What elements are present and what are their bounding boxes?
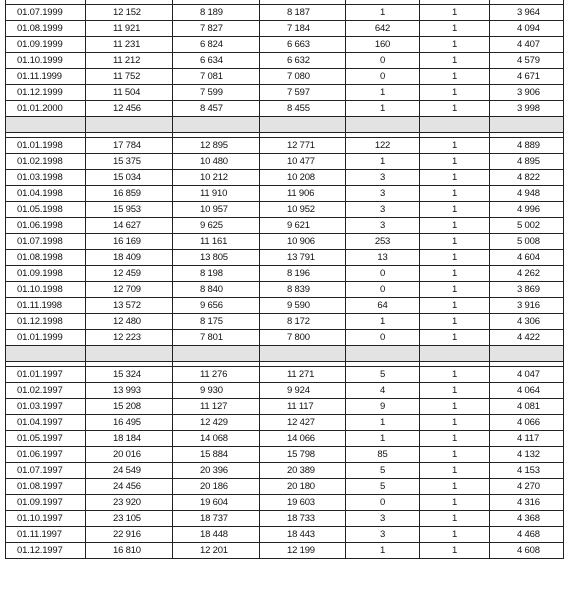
- separator-cell: [86, 117, 173, 133]
- value-cell: 9 625: [173, 218, 260, 234]
- value-cell: 0: [346, 53, 420, 69]
- value-cell: 12 201: [173, 543, 260, 559]
- value-cell: 253: [346, 234, 420, 250]
- value-cell: 20 016: [86, 447, 173, 463]
- value-cell: 20 180: [260, 479, 346, 495]
- date-cell: 01.09.1997: [6, 495, 86, 511]
- value-cell: 12 895: [173, 138, 260, 154]
- date-cell: 01.06.1997: [6, 447, 86, 463]
- value-cell: 0: [346, 69, 420, 85]
- value-cell: 8 457: [173, 101, 260, 117]
- value-cell: 7 081: [173, 69, 260, 85]
- separator-cell: [6, 117, 86, 133]
- value-cell: 4 671: [490, 69, 564, 85]
- table-row: [6, 69, 564, 85]
- value-cell: 4 468: [490, 527, 564, 543]
- value-cell: 1: [346, 101, 420, 117]
- date-cell: 01.11.1999: [6, 69, 86, 85]
- value-cell: 4 047: [490, 367, 564, 383]
- value-cell: 4 306: [490, 314, 564, 330]
- value-cell: 1: [420, 298, 490, 314]
- date-cell: 01.07.1997: [6, 463, 86, 479]
- value-cell: 5 008: [490, 234, 564, 250]
- value-cell: 9 656: [173, 298, 260, 314]
- value-cell: 16 810: [86, 543, 173, 559]
- value-cell: 1: [346, 5, 420, 21]
- value-cell: 4 316: [490, 495, 564, 511]
- value-cell: 642: [346, 21, 420, 37]
- date-cell: 01.02.1997: [6, 383, 86, 399]
- value-cell: 1: [420, 154, 490, 170]
- value-cell: 8 198: [173, 266, 260, 282]
- separator-cell: [6, 346, 86, 362]
- value-cell: 1: [420, 53, 490, 69]
- value-cell: 13 572: [86, 298, 173, 314]
- value-cell: 24 549: [86, 463, 173, 479]
- value-cell: 85: [346, 447, 420, 463]
- value-cell: 14 068: [173, 431, 260, 447]
- value-cell: 16 495: [86, 415, 173, 431]
- value-cell: 12 199: [260, 543, 346, 559]
- value-cell: 7 800: [260, 330, 346, 346]
- date-cell: 01.03.1997: [6, 399, 86, 415]
- table-row: [6, 399, 564, 415]
- value-cell: 4: [346, 383, 420, 399]
- value-cell: 1: [420, 202, 490, 218]
- table-row: [6, 138, 564, 154]
- value-cell: 6 824: [173, 37, 260, 53]
- value-cell: 13 805: [173, 250, 260, 266]
- value-cell: 11 161: [173, 234, 260, 250]
- date-cell: 01.01.2000: [6, 101, 86, 117]
- value-cell: 6 634: [173, 53, 260, 69]
- value-cell: 1: [420, 383, 490, 399]
- value-cell: 12 771: [260, 138, 346, 154]
- value-cell: 12 223: [86, 330, 173, 346]
- value-cell: 18 443: [260, 527, 346, 543]
- group-separator-row: [6, 117, 564, 133]
- value-cell: 9 590: [260, 298, 346, 314]
- value-cell: 5 002: [490, 218, 564, 234]
- value-cell: 1: [420, 314, 490, 330]
- value-cell: 15 034: [86, 170, 173, 186]
- value-cell: 4 153: [490, 463, 564, 479]
- value-cell: 4 132: [490, 447, 564, 463]
- value-cell: 12 427: [260, 415, 346, 431]
- value-cell: 10 957: [173, 202, 260, 218]
- value-cell: 4 889: [490, 138, 564, 154]
- table-row: [6, 234, 564, 250]
- value-cell: 1: [420, 69, 490, 85]
- value-cell: 6 663: [260, 37, 346, 53]
- table-row: [6, 330, 564, 346]
- value-cell: 4 368: [490, 511, 564, 527]
- value-cell: 1: [346, 85, 420, 101]
- table-row: [6, 431, 564, 447]
- date-cell: 01.08.1999: [6, 21, 86, 37]
- table-row: [6, 383, 564, 399]
- table-row: [6, 154, 564, 170]
- table-row: [6, 101, 564, 117]
- value-cell: 4 422: [490, 330, 564, 346]
- value-cell: 1: [420, 330, 490, 346]
- value-cell: 9 621: [260, 218, 346, 234]
- value-cell: 3 964: [490, 5, 564, 21]
- value-cell: 18 184: [86, 431, 173, 447]
- value-cell: 1: [420, 527, 490, 543]
- value-cell: 3 869: [490, 282, 564, 298]
- separator-cell: [490, 117, 564, 133]
- table-row: [6, 415, 564, 431]
- date-cell: 01.08.1997: [6, 479, 86, 495]
- value-cell: 8 187: [260, 5, 346, 21]
- table-row: [6, 511, 564, 527]
- table-row: [6, 37, 564, 53]
- value-cell: 4 895: [490, 154, 564, 170]
- value-cell: 7 827: [173, 21, 260, 37]
- value-cell: 1: [420, 218, 490, 234]
- separator-cell: [173, 117, 260, 133]
- value-cell: 19 603: [260, 495, 346, 511]
- value-cell: 9 930: [173, 383, 260, 399]
- value-cell: 1: [346, 543, 420, 559]
- value-cell: 20 389: [260, 463, 346, 479]
- value-cell: 15 324: [86, 367, 173, 383]
- table-row: [6, 495, 564, 511]
- value-cell: 12 456: [86, 101, 173, 117]
- separator-cell: [346, 117, 420, 133]
- date-cell: 01.02.1998: [6, 154, 86, 170]
- value-cell: 8 455: [260, 101, 346, 117]
- value-cell: 15 375: [86, 154, 173, 170]
- table-row: [6, 543, 564, 559]
- value-cell: 4 948: [490, 186, 564, 202]
- value-cell: 11 504: [86, 85, 173, 101]
- value-cell: 1: [420, 5, 490, 21]
- value-cell: 4 066: [490, 415, 564, 431]
- value-cell: 122: [346, 138, 420, 154]
- value-cell: 13: [346, 250, 420, 266]
- value-cell: 1: [420, 21, 490, 37]
- value-cell: 11 231: [86, 37, 173, 53]
- value-cell: 12 480: [86, 314, 173, 330]
- date-cell: 01.12.1997: [6, 543, 86, 559]
- value-cell: 64: [346, 298, 420, 314]
- value-cell: 1: [420, 37, 490, 53]
- value-cell: 3: [346, 527, 420, 543]
- value-cell: 6 632: [260, 53, 346, 69]
- value-cell: 3: [346, 511, 420, 527]
- separator-cell: [260, 117, 346, 133]
- value-cell: 7 599: [173, 85, 260, 101]
- value-cell: 11 117: [260, 399, 346, 415]
- date-cell: 01.04.1998: [6, 186, 86, 202]
- date-cell: 01.10.1998: [6, 282, 86, 298]
- value-cell: 1: [346, 431, 420, 447]
- value-cell: 23 920: [86, 495, 173, 511]
- value-cell: 16 169: [86, 234, 173, 250]
- value-cell: 4 579: [490, 53, 564, 69]
- date-cell: 01.08.1998: [6, 250, 86, 266]
- value-cell: 4 117: [490, 431, 564, 447]
- table-row: [6, 298, 564, 314]
- value-cell: 20 186: [173, 479, 260, 495]
- value-cell: 8 172: [260, 314, 346, 330]
- date-cell: 01.09.1999: [6, 37, 86, 53]
- table-row: [6, 53, 564, 69]
- value-cell: 3 998: [490, 101, 564, 117]
- value-cell: 10 952: [260, 202, 346, 218]
- value-cell: 11 212: [86, 53, 173, 69]
- value-cell: 3: [346, 186, 420, 202]
- separator-cell: [346, 346, 420, 362]
- value-cell: 7 801: [173, 330, 260, 346]
- value-cell: 5: [346, 479, 420, 495]
- value-cell: 18 737: [173, 511, 260, 527]
- date-cell: 01.11.1998: [6, 298, 86, 314]
- value-cell: 0: [346, 266, 420, 282]
- value-cell: 11 921: [86, 21, 173, 37]
- table-row: [6, 282, 564, 298]
- value-cell: 0: [346, 495, 420, 511]
- value-cell: 9 924: [260, 383, 346, 399]
- table-row: [6, 21, 564, 37]
- value-cell: 18 448: [173, 527, 260, 543]
- value-cell: 1: [420, 415, 490, 431]
- value-cell: 10 212: [173, 170, 260, 186]
- value-cell: 14 627: [86, 218, 173, 234]
- date-cell: 01.03.1998: [6, 170, 86, 186]
- value-cell: 12 152: [86, 5, 173, 21]
- date-cell: 01.01.1997: [6, 367, 86, 383]
- date-cell: 01.12.1999: [6, 85, 86, 101]
- value-cell: 1: [420, 85, 490, 101]
- separator-cell: [420, 346, 490, 362]
- date-cell: 01.05.1998: [6, 202, 86, 218]
- value-cell: 160: [346, 37, 420, 53]
- value-cell: 15 798: [260, 447, 346, 463]
- value-cell: 1: [420, 511, 490, 527]
- value-cell: 11 910: [173, 186, 260, 202]
- table-row: [6, 5, 564, 21]
- value-cell: 4 996: [490, 202, 564, 218]
- value-cell: 1: [420, 463, 490, 479]
- table-body: [6, 0, 564, 559]
- value-cell: 12 459: [86, 266, 173, 282]
- value-cell: 8 175: [173, 314, 260, 330]
- value-cell: 4 270: [490, 479, 564, 495]
- value-cell: 12 709: [86, 282, 173, 298]
- date-cell: 01.10.1999: [6, 53, 86, 69]
- value-cell: 4 608: [490, 543, 564, 559]
- value-cell: 10 208: [260, 170, 346, 186]
- value-cell: 4 094: [490, 21, 564, 37]
- value-cell: 15 884: [173, 447, 260, 463]
- date-cell: 01.01.1999: [6, 330, 86, 346]
- group-separator-row: [6, 346, 564, 362]
- date-cell: 01.11.1997: [6, 527, 86, 543]
- table-row: [6, 170, 564, 186]
- date-cell: 01.12.1998: [6, 314, 86, 330]
- value-cell: 11 127: [173, 399, 260, 415]
- separator-cell: [173, 346, 260, 362]
- date-cell: 01.06.1998: [6, 218, 86, 234]
- value-cell: 4 407: [490, 37, 564, 53]
- value-cell: 1: [420, 170, 490, 186]
- value-cell: 19 604: [173, 495, 260, 511]
- value-cell: 1: [420, 479, 490, 495]
- date-cell: 01.07.1999: [6, 5, 86, 21]
- value-cell: 1: [346, 154, 420, 170]
- value-cell: 3 916: [490, 298, 564, 314]
- value-cell: 10 480: [173, 154, 260, 170]
- table-row: [6, 218, 564, 234]
- value-cell: 4 822: [490, 170, 564, 186]
- value-cell: 3 906: [490, 85, 564, 101]
- value-cell: 11 752: [86, 69, 173, 85]
- date-cell: 01.05.1997: [6, 431, 86, 447]
- value-cell: 24 456: [86, 479, 173, 495]
- date-cell: 01.07.1998: [6, 234, 86, 250]
- date-cell: 01.10.1997: [6, 511, 86, 527]
- value-cell: 9: [346, 399, 420, 415]
- table-row: [6, 266, 564, 282]
- value-cell: 23 105: [86, 511, 173, 527]
- separator-cell: [86, 346, 173, 362]
- value-cell: 1: [420, 138, 490, 154]
- table-row: [6, 367, 564, 383]
- table-row: [6, 250, 564, 266]
- value-cell: 4 081: [490, 399, 564, 415]
- value-cell: 13 791: [260, 250, 346, 266]
- value-cell: 15 953: [86, 202, 173, 218]
- table-row: [6, 314, 564, 330]
- table-row: [6, 447, 564, 463]
- value-cell: 16 859: [86, 186, 173, 202]
- value-cell: 1: [420, 186, 490, 202]
- date-cell: 01.01.1998: [6, 138, 86, 154]
- value-cell: 8 839: [260, 282, 346, 298]
- value-cell: 10 477: [260, 154, 346, 170]
- value-cell: 1: [420, 543, 490, 559]
- value-cell: 1: [420, 399, 490, 415]
- value-cell: 1: [420, 447, 490, 463]
- value-cell: 5: [346, 367, 420, 383]
- data-table: [5, 0, 564, 559]
- table-row: [6, 85, 564, 101]
- value-cell: 20 396: [173, 463, 260, 479]
- value-cell: 22 916: [86, 527, 173, 543]
- separator-cell: [490, 346, 564, 362]
- value-cell: 18 733: [260, 511, 346, 527]
- value-cell: 12 429: [173, 415, 260, 431]
- value-cell: 3: [346, 170, 420, 186]
- value-cell: 1: [420, 282, 490, 298]
- value-cell: 4 604: [490, 250, 564, 266]
- table-row: [6, 479, 564, 495]
- value-cell: 8 189: [173, 5, 260, 21]
- value-cell: 1: [420, 101, 490, 117]
- value-cell: 17 784: [86, 138, 173, 154]
- value-cell: 18 409: [86, 250, 173, 266]
- value-cell: 7 080: [260, 69, 346, 85]
- value-cell: 4 262: [490, 266, 564, 282]
- date-cell: 01.09.1998: [6, 266, 86, 282]
- value-cell: 1: [420, 495, 490, 511]
- value-cell: 14 066: [260, 431, 346, 447]
- value-cell: 11 906: [260, 186, 346, 202]
- value-cell: 1: [346, 314, 420, 330]
- value-cell: 3: [346, 202, 420, 218]
- value-cell: 8 196: [260, 266, 346, 282]
- value-cell: 0: [346, 282, 420, 298]
- value-cell: 1: [420, 367, 490, 383]
- table-row: [6, 202, 564, 218]
- table-row: [6, 186, 564, 202]
- value-cell: 1: [420, 266, 490, 282]
- table-row: [6, 463, 564, 479]
- value-cell: 8 840: [173, 282, 260, 298]
- date-cell: 01.04.1997: [6, 415, 86, 431]
- value-cell: 13 993: [86, 383, 173, 399]
- value-cell: 1: [420, 234, 490, 250]
- value-cell: 4 064: [490, 383, 564, 399]
- value-cell: 1: [420, 250, 490, 266]
- value-cell: 7 597: [260, 85, 346, 101]
- value-cell: 7 184: [260, 21, 346, 37]
- separator-cell: [260, 346, 346, 362]
- value-cell: 11 276: [173, 367, 260, 383]
- value-cell: 10 906: [260, 234, 346, 250]
- value-cell: 1: [346, 415, 420, 431]
- table-row: [6, 527, 564, 543]
- value-cell: 1: [420, 431, 490, 447]
- value-cell: 3: [346, 218, 420, 234]
- separator-cell: [420, 117, 490, 133]
- value-cell: 15 208: [86, 399, 173, 415]
- value-cell: 0: [346, 330, 420, 346]
- value-cell: 11 271: [260, 367, 346, 383]
- value-cell: 5: [346, 463, 420, 479]
